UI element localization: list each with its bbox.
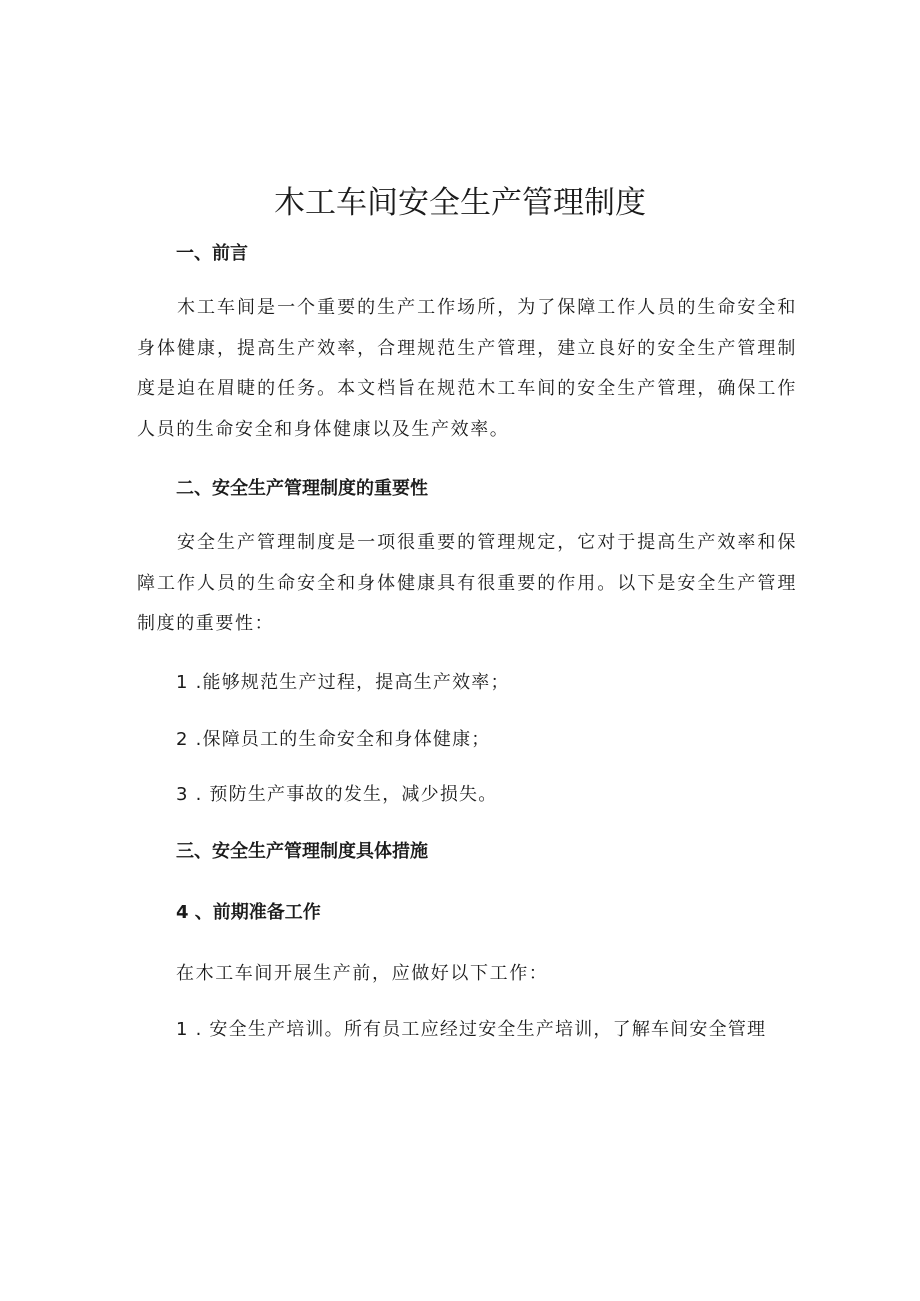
section-heading-importance: 二、安全生产管理制度的重要性 [176, 478, 428, 499]
importance-list-item-2: 2 .保障员工的生命安全和身体健康； [176, 729, 491, 750]
preparation-intro: 在木工车间开展生产前，应做好以下工作： [176, 963, 549, 984]
section-heading-preface: 一、前言 [176, 243, 248, 264]
preparation-list-item-1: 1 . 安全生产培训。所有员工应经过安全生产培训，了解车间安全管理 [176, 1019, 767, 1040]
subsection-heading-preparation: 4 、前期准备工作 [176, 902, 321, 923]
importance-list-item-3: 3 . 预防生产事故的发生，减少损失。 [176, 784, 498, 805]
section-heading-measures: 三、安全生产管理制度具体措施 [176, 841, 428, 862]
section-paragraph-preface: 木工车间是一个重要的生产工作场所，为了保障工作人员的生命安全和身体健康，提高生产效率，合理规范生产管理，建立良好的安全生产管理制度是迫在眉睫的任务。本文档旨在规范木工车间的安全生产管理，确保工作人员的生命安全和身体健康以及生产效率。 [137, 297, 797, 440]
importance-list-item-1: 1 .能够规范生产过程，提高生产效率； [176, 672, 510, 693]
document-title: 木工车间安全生产管理制度 [274, 185, 646, 221]
section-paragraph-importance: 安全生产管理制度是一项很重要的管理规定，它对于提高生产效率和保障工作人员的生命安全和身体健康具有很重要的作用。以下是安全生产管理制度的重要性： [137, 532, 797, 634]
